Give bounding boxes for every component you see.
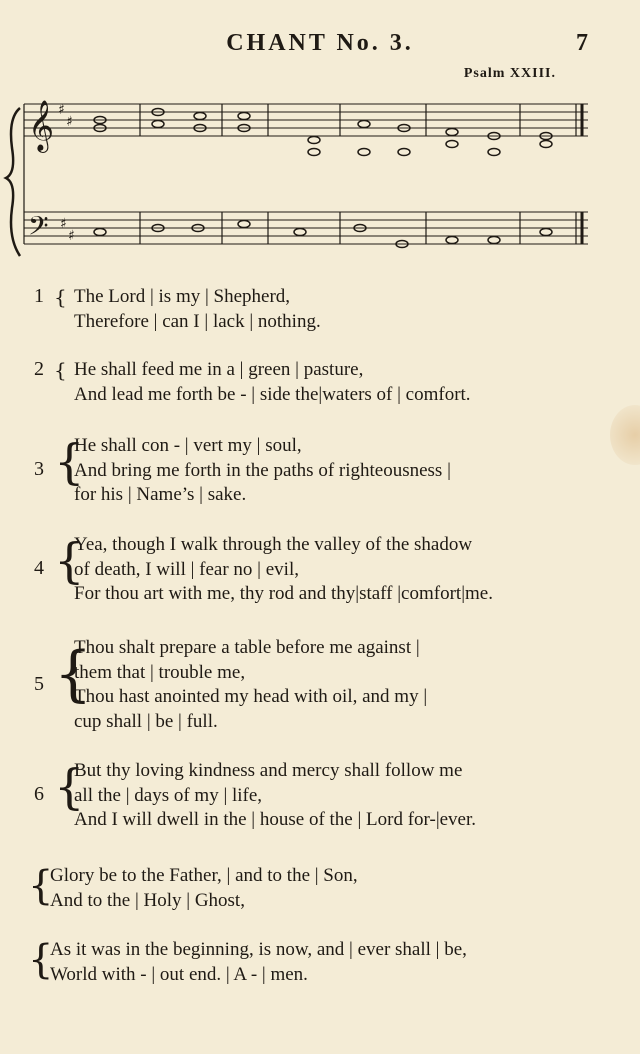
verse-number: 4 (34, 557, 44, 579)
verse-brace: { (28, 863, 54, 909)
verse-brace: { (54, 285, 67, 309)
psalm-reference: Psalm XXIII. (463, 66, 556, 81)
bass-notes (94, 221, 552, 248)
verse-line: Therefore | can I | lack | nothing. (74, 310, 321, 332)
bass-clef-icon: 𝄢 (28, 210, 49, 248)
verse-line: The Lord | is my | Shepherd, (74, 286, 291, 307)
verse-line: for his | Name’s | sake. (74, 484, 247, 505)
treble-key-signature: ♯ (58, 102, 65, 118)
verse-line: Thou shalt prepare a table before me against | (74, 637, 420, 658)
verse-line: Thou hast anointed my head with oil, and my | (74, 686, 428, 707)
treble-key-signature-2: ♯ (66, 114, 73, 130)
verse-line: of death, I will | fear no | evil, (74, 558, 299, 580)
verse-brace: { (54, 639, 93, 709)
verse-brace: { (54, 434, 85, 490)
verse-line: For thou art with me, thy rod and thy|staff |comfort|me. (74, 583, 493, 604)
verse-line: cup shall | be | full. (74, 710, 218, 732)
verse-line: them that | trouble me, (74, 661, 246, 683)
verse-brace: { (54, 759, 85, 815)
verse-line: He shall con - | vert my | soul, (74, 435, 302, 456)
verse-brace: { (54, 533, 85, 589)
verse-brace: { (28, 937, 54, 983)
verse-number: 5 (34, 673, 44, 695)
treble-notes (94, 109, 552, 156)
verse-line: And bring me forth in the paths of righteousness | (74, 459, 451, 481)
verse-number: 2 (34, 358, 44, 380)
verse-number: 3 (34, 458, 44, 480)
verse-line: And I will dwell in the | house of the | Lord for-|ever. (74, 809, 477, 830)
bass-staff (24, 212, 588, 244)
verse-line: As it was in the beginning, is now, and | ever shall | be, (50, 939, 467, 960)
bass-key-signature: ♯ (60, 216, 67, 232)
bass-key-signature-2: ♯ (68, 228, 75, 244)
music-score (0, 88, 640, 268)
verse-line: World with - | out end. | A - | men. (50, 963, 308, 985)
verse-line: all the | days of my | life, (74, 784, 263, 806)
barlines (24, 104, 582, 244)
verse-brace: { (54, 358, 67, 382)
verse-line: And lead me forth be - | side the|waters of | comfort. (74, 383, 471, 405)
verse-line: But thy loving kindness and mercy shall follow me (74, 760, 463, 781)
verse-number: 6 (34, 783, 44, 805)
verse-line: He shall feed me in a | green | pasture, (74, 359, 364, 380)
treble-clef-icon: 𝄞 (28, 100, 55, 151)
paper-stain (610, 405, 640, 465)
treble-staff (24, 104, 588, 136)
verse-number: 1 (34, 285, 44, 307)
verse-line: Glory be to the Father, | and to the | Son, (50, 865, 358, 886)
verse-line: And to the | Holy | Ghost, (50, 889, 245, 911)
verse-line: Yea, though I walk through the valley of the shadow (74, 534, 473, 555)
chant-title: CHANT No. 3. (226, 30, 414, 56)
page-number: 7 (576, 30, 588, 56)
system-brace (6, 108, 20, 256)
